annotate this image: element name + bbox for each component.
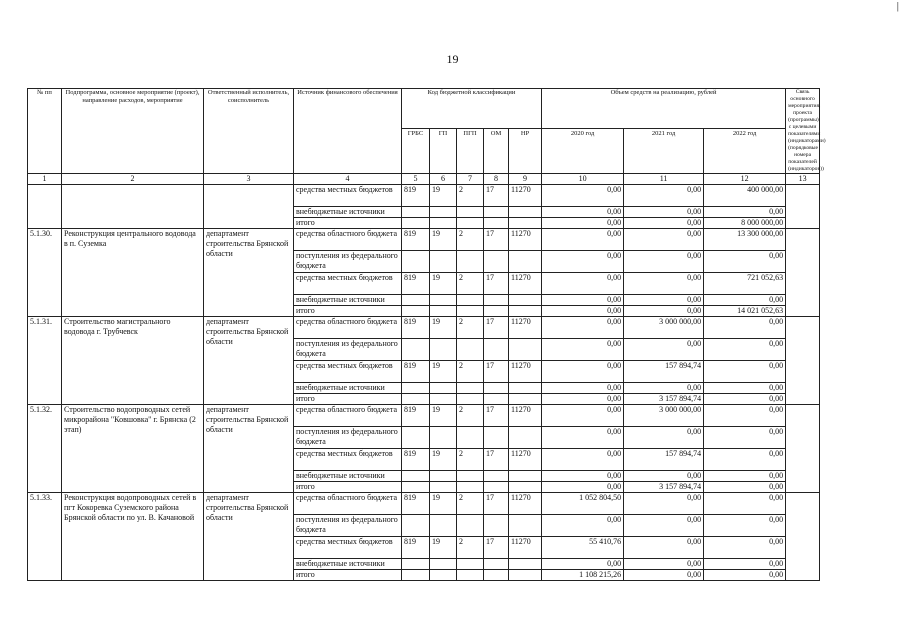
code-gp xyxy=(430,251,457,273)
indicator-link xyxy=(786,405,820,493)
funding-source: итого xyxy=(294,394,402,405)
code-grbs: 819 xyxy=(402,185,430,207)
code-om xyxy=(484,339,509,361)
code-np xyxy=(509,570,542,581)
code-om: 17 xyxy=(484,229,509,251)
col-number: 3 xyxy=(204,174,294,185)
code-pgp xyxy=(457,570,484,581)
table-row xyxy=(28,185,820,207)
amount-2022: 0,00 xyxy=(704,449,786,471)
code-gp xyxy=(430,427,457,449)
amount-2020: 0,00 xyxy=(542,449,624,471)
program-name: Строительство водопроводных сетей микрорайона "Ковшовка" г. Брянска (2 этап) xyxy=(62,405,204,493)
column-numbers-row xyxy=(28,174,820,185)
responsible-executor: департамент строительства Брянской области xyxy=(204,405,294,493)
header-2021: 2021 год xyxy=(624,129,704,174)
budget-table xyxy=(27,88,826,581)
code-np: 11270 xyxy=(509,405,542,427)
code-np: 11270 xyxy=(509,317,542,339)
amount-2021: 157 894,74 xyxy=(624,449,704,471)
code-pgp xyxy=(457,218,484,229)
amount-2022: 0,00 xyxy=(704,317,786,339)
amount-2022: 14 021 052,63 xyxy=(704,306,786,317)
code-gp xyxy=(430,295,457,306)
col-number: 4 xyxy=(294,174,402,185)
amount-2020: 0,00 xyxy=(542,207,624,218)
code-om xyxy=(484,515,509,537)
code-np: 11270 xyxy=(509,185,542,207)
amount-2022: 0,00 xyxy=(704,482,786,493)
header-num: № пп xyxy=(28,89,62,174)
amount-2021: 0,00 xyxy=(624,306,704,317)
code-pgp: 2 xyxy=(457,537,484,559)
funding-source: внебюджетные источники xyxy=(294,471,402,482)
code-grbs: 819 xyxy=(402,449,430,471)
code-grbs xyxy=(402,295,430,306)
code-grbs xyxy=(402,427,430,449)
code-pgp: 2 xyxy=(457,405,484,427)
code-pgp xyxy=(457,306,484,317)
code-pgp xyxy=(457,427,484,449)
code-om xyxy=(484,306,509,317)
amount-2020: 0,00 xyxy=(542,471,624,482)
amount-2021: 3 000 000,00 xyxy=(624,317,704,339)
col-number: 7 xyxy=(457,174,484,185)
amount-2020: 1 108 215,26 xyxy=(542,570,624,581)
amount-2021: 3 000 000,00 xyxy=(624,405,704,427)
header-budget-code: Код бюджетной классификации xyxy=(402,89,542,129)
code-grbs: 819 xyxy=(402,229,430,251)
code-om xyxy=(484,570,509,581)
amount-2021: 0,00 xyxy=(624,515,704,537)
code-pgp: 2 xyxy=(457,317,484,339)
header-source: Источник финансового обеспечения xyxy=(294,89,402,174)
amount-2022: 0,00 xyxy=(704,339,786,361)
code-gp xyxy=(430,339,457,361)
funding-source: внебюджетные источники xyxy=(294,383,402,394)
funding-source: средства областного бюджета xyxy=(294,493,402,515)
amount-2022: 400 000,00 xyxy=(704,185,786,207)
amount-2020: 0,00 xyxy=(542,427,624,449)
funding-source: средства областного бюджета xyxy=(294,229,402,251)
program-name: Реконструкция центрального водовода в п. Суземка xyxy=(62,229,204,317)
code-om: 17 xyxy=(484,405,509,427)
funding-source: средства местных бюджетов xyxy=(294,185,402,207)
code-om: 17 xyxy=(484,273,509,295)
code-pgp xyxy=(457,471,484,482)
amount-2022: 0,00 xyxy=(704,471,786,482)
responsible-executor: департамент строительства Брянской области xyxy=(204,493,294,581)
header-2022: 2022 год xyxy=(704,129,786,174)
amount-2021: 0,00 xyxy=(624,537,704,559)
code-pgp: 2 xyxy=(457,229,484,251)
amount-2022: 0,00 xyxy=(704,493,786,515)
amount-2022: 0,00 xyxy=(704,559,786,570)
responsible-executor: департамент строительства Брянской области xyxy=(204,317,294,405)
code-pgp: 2 xyxy=(457,361,484,383)
header-link: Связь основного мероприятия, проекта (программы) с целевыми показателями (индикаторами) (порядковые номера показателей (индикаторов)) xyxy=(786,89,820,174)
code-np xyxy=(509,251,542,273)
code-grbs: 819 xyxy=(402,405,430,427)
amount-2020: 0,00 xyxy=(542,185,624,207)
code-np xyxy=(509,427,542,449)
code-np xyxy=(509,559,542,570)
code-om: 17 xyxy=(484,493,509,515)
code-grbs xyxy=(402,570,430,581)
col-number: 1 xyxy=(28,174,62,185)
amount-2021: 0,00 xyxy=(624,383,704,394)
code-om xyxy=(484,394,509,405)
code-pgp xyxy=(457,207,484,218)
header-om: ОМ xyxy=(484,129,509,174)
amount-2020: 0,00 xyxy=(542,306,624,317)
amount-2021: 0,00 xyxy=(624,559,704,570)
code-om: 17 xyxy=(484,317,509,339)
code-grbs xyxy=(402,339,430,361)
code-pgp xyxy=(457,383,484,394)
amount-2022: 0,00 xyxy=(704,427,786,449)
col-number: 5 xyxy=(402,174,430,185)
code-gp: 19 xyxy=(430,273,457,295)
code-pgp: 2 xyxy=(457,449,484,471)
responsible-executor xyxy=(204,185,294,229)
code-np xyxy=(509,515,542,537)
row-number: 5.1.31. xyxy=(28,317,62,405)
funding-source: средства местных бюджетов xyxy=(294,537,402,559)
code-gp xyxy=(430,218,457,229)
header-np: НР xyxy=(509,129,542,174)
funding-source: итого xyxy=(294,218,402,229)
amount-2021: 3 157 894,74 xyxy=(624,482,704,493)
amount-2021: 0,00 xyxy=(624,427,704,449)
code-gp: 19 xyxy=(430,185,457,207)
col-number: 9 xyxy=(509,174,542,185)
code-gp xyxy=(430,482,457,493)
amount-2022: 8 000 000,00 xyxy=(704,218,786,229)
code-pgp: 2 xyxy=(457,493,484,515)
amount-2022: 0,00 xyxy=(704,570,786,581)
code-gp: 19 xyxy=(430,317,457,339)
amount-2021: 0,00 xyxy=(624,251,704,273)
amount-2021: 3 157 894,74 xyxy=(624,394,704,405)
table-row xyxy=(28,317,820,339)
code-grbs xyxy=(402,251,430,273)
amount-2020: 0,00 xyxy=(542,383,624,394)
funding-source: внебюджетные источники xyxy=(294,559,402,570)
row-number: 5.1.32. xyxy=(28,405,62,493)
funding-source: итого xyxy=(294,306,402,317)
program-name: Строительство магистрального водовода г. Трубчевск xyxy=(62,317,204,405)
code-grbs xyxy=(402,559,430,570)
amount-2020: 0,00 xyxy=(542,218,624,229)
amount-2022: 0,00 xyxy=(704,251,786,273)
amount-2020: 0,00 xyxy=(542,229,624,251)
table-body xyxy=(28,185,820,581)
col-number: 12 xyxy=(704,174,786,185)
code-grbs xyxy=(402,471,430,482)
row-number xyxy=(28,185,62,229)
header-gp: ГП xyxy=(430,129,457,174)
amount-2022: 0,00 xyxy=(704,515,786,537)
code-om xyxy=(484,559,509,570)
amount-2020: 0,00 xyxy=(542,515,624,537)
code-np xyxy=(509,383,542,394)
amount-2021: 0,00 xyxy=(624,471,704,482)
code-om: 17 xyxy=(484,361,509,383)
amount-2022: 0,00 xyxy=(704,361,786,383)
code-np xyxy=(509,295,542,306)
funding-source: внебюджетные источники xyxy=(294,295,402,306)
amount-2022: 0,00 xyxy=(704,537,786,559)
code-om xyxy=(484,218,509,229)
amount-2021: 0,00 xyxy=(624,295,704,306)
code-gp xyxy=(430,383,457,394)
code-gp xyxy=(430,559,457,570)
funding-source: поступления из федерального бюджета xyxy=(294,251,402,273)
responsible-executor: департамент строительства Брянской области xyxy=(204,229,294,317)
amount-2020: 0,00 xyxy=(542,361,624,383)
code-om: 17 xyxy=(484,449,509,471)
code-om xyxy=(484,295,509,306)
funding-source: поступления из федерального бюджета xyxy=(294,339,402,361)
amount-2021: 0,00 xyxy=(624,339,704,361)
code-om xyxy=(484,471,509,482)
code-np xyxy=(509,471,542,482)
code-np: 11270 xyxy=(509,493,542,515)
code-gp xyxy=(430,471,457,482)
amount-2020: 0,00 xyxy=(542,273,624,295)
col-number: 8 xyxy=(484,174,509,185)
funding-source: средства местных бюджетов xyxy=(294,361,402,383)
indicator-link xyxy=(786,229,820,317)
indicator-link xyxy=(786,493,820,581)
code-pgp xyxy=(457,515,484,537)
amount-2021: 0,00 xyxy=(624,207,704,218)
code-grbs xyxy=(402,207,430,218)
amount-2022: 721 052,63 xyxy=(704,273,786,295)
code-pgp: 2 xyxy=(457,185,484,207)
code-om xyxy=(484,251,509,273)
code-om xyxy=(484,383,509,394)
col-number: 2 xyxy=(62,174,204,185)
amount-2020: 0,00 xyxy=(542,295,624,306)
amount-2020: 0,00 xyxy=(542,339,624,361)
code-np xyxy=(509,218,542,229)
code-gp xyxy=(430,515,457,537)
amount-2020: 0,00 xyxy=(542,317,624,339)
code-np xyxy=(509,482,542,493)
code-grbs xyxy=(402,306,430,317)
header-grbs: ГРБС xyxy=(402,129,430,174)
code-grbs xyxy=(402,515,430,537)
funding-source: поступления из федерального бюджета xyxy=(294,427,402,449)
code-gp: 19 xyxy=(430,493,457,515)
amount-2021: 0,00 xyxy=(624,229,704,251)
col-number: 11 xyxy=(624,174,704,185)
header-pgp: ПГП xyxy=(457,129,484,174)
code-gp: 19 xyxy=(430,405,457,427)
funding-source: средства местных бюджетов xyxy=(294,449,402,471)
col-number: 6 xyxy=(430,174,457,185)
indicator-link xyxy=(786,317,820,405)
amount-2021: 157 894,74 xyxy=(624,361,704,383)
code-pgp xyxy=(457,482,484,493)
program-name: Реконструкция водопроводных сетей в пгт Кокоревка Суземского района Брянской области по ул. В. Качановой xyxy=(62,493,204,581)
code-grbs xyxy=(402,383,430,394)
code-pgp xyxy=(457,339,484,361)
header-volume: Объем средств на реализацию, рублей xyxy=(542,89,786,129)
code-grbs: 819 xyxy=(402,537,430,559)
funding-source: внебюджетные источники xyxy=(294,207,402,218)
amount-2020: 0,00 xyxy=(542,559,624,570)
code-grbs xyxy=(402,394,430,405)
corner-mark: | xyxy=(896,0,899,12)
code-grbs: 819 xyxy=(402,361,430,383)
amount-2022: 13 300 000,00 xyxy=(704,229,786,251)
amount-2021: 0,00 xyxy=(624,218,704,229)
code-gp xyxy=(430,306,457,317)
code-gp xyxy=(430,207,457,218)
code-om xyxy=(484,427,509,449)
code-om: 17 xyxy=(484,185,509,207)
code-om xyxy=(484,207,509,218)
code-gp: 19 xyxy=(430,449,457,471)
amount-2020: 55 410,76 xyxy=(542,537,624,559)
amount-2020: 1 052 804,50 xyxy=(542,493,624,515)
code-gp: 19 xyxy=(430,229,457,251)
code-pgp xyxy=(457,394,484,405)
code-pgp: 2 xyxy=(457,273,484,295)
code-np xyxy=(509,306,542,317)
amount-2020: 0,00 xyxy=(542,394,624,405)
table-row xyxy=(28,493,820,515)
code-grbs xyxy=(402,218,430,229)
amount-2020: 0,00 xyxy=(542,251,624,273)
code-np xyxy=(509,339,542,361)
code-gp xyxy=(430,394,457,405)
amount-2021: 0,00 xyxy=(624,273,704,295)
funding-source: средства областного бюджета xyxy=(294,317,402,339)
col-number: 13 xyxy=(786,174,820,185)
code-np: 11270 xyxy=(509,537,542,559)
code-grbs: 819 xyxy=(402,317,430,339)
code-np: 11270 xyxy=(509,273,542,295)
code-np: 11270 xyxy=(509,449,542,471)
code-pgp xyxy=(457,251,484,273)
header-responsible: Ответственный исполнитель, соисполнитель xyxy=(204,89,294,174)
code-grbs: 819 xyxy=(402,273,430,295)
code-grbs xyxy=(402,482,430,493)
code-np xyxy=(509,394,542,405)
code-grbs: 819 xyxy=(402,493,430,515)
amount-2021: 0,00 xyxy=(624,493,704,515)
code-gp xyxy=(430,570,457,581)
code-gp: 19 xyxy=(430,537,457,559)
page-number: 19 xyxy=(446,52,459,66)
amount-2022: 0,00 xyxy=(704,295,786,306)
table-header xyxy=(28,89,826,185)
funding-source: итого xyxy=(294,482,402,493)
header-2020: 2020 год xyxy=(542,129,624,174)
amount-2020: 0,00 xyxy=(542,405,624,427)
amount-2022: 0,00 xyxy=(704,383,786,394)
code-gp: 19 xyxy=(430,361,457,383)
amount-2020: 0,00 xyxy=(542,482,624,493)
amount-2021: 0,00 xyxy=(624,570,704,581)
funding-source: итого xyxy=(294,570,402,581)
table-row xyxy=(28,229,820,251)
amount-2022: 0,00 xyxy=(704,207,786,218)
code-om: 17 xyxy=(484,537,509,559)
indicator-link xyxy=(786,185,820,229)
code-om xyxy=(484,482,509,493)
col-number: 10 xyxy=(542,174,624,185)
code-np: 11270 xyxy=(509,229,542,251)
program-name xyxy=(62,185,204,229)
row-number: 5.1.30. xyxy=(28,229,62,317)
header-program: Подпрограмма, основное мероприятие (проект), направление расходов, мероприятие xyxy=(62,89,204,174)
code-pgp xyxy=(457,295,484,306)
funding-source: средства областного бюджета xyxy=(294,405,402,427)
table-row xyxy=(28,405,820,427)
amount-2021: 0,00 xyxy=(624,185,704,207)
code-np xyxy=(509,207,542,218)
funding-source: поступления из федерального бюджета xyxy=(294,515,402,537)
amount-2022: 0,00 xyxy=(704,394,786,405)
code-np: 11270 xyxy=(509,361,542,383)
amount-2022: 0,00 xyxy=(704,405,786,427)
row-number: 5.1.33. xyxy=(28,493,62,581)
funding-source: средства местных бюджетов xyxy=(294,273,402,295)
code-pgp xyxy=(457,559,484,570)
